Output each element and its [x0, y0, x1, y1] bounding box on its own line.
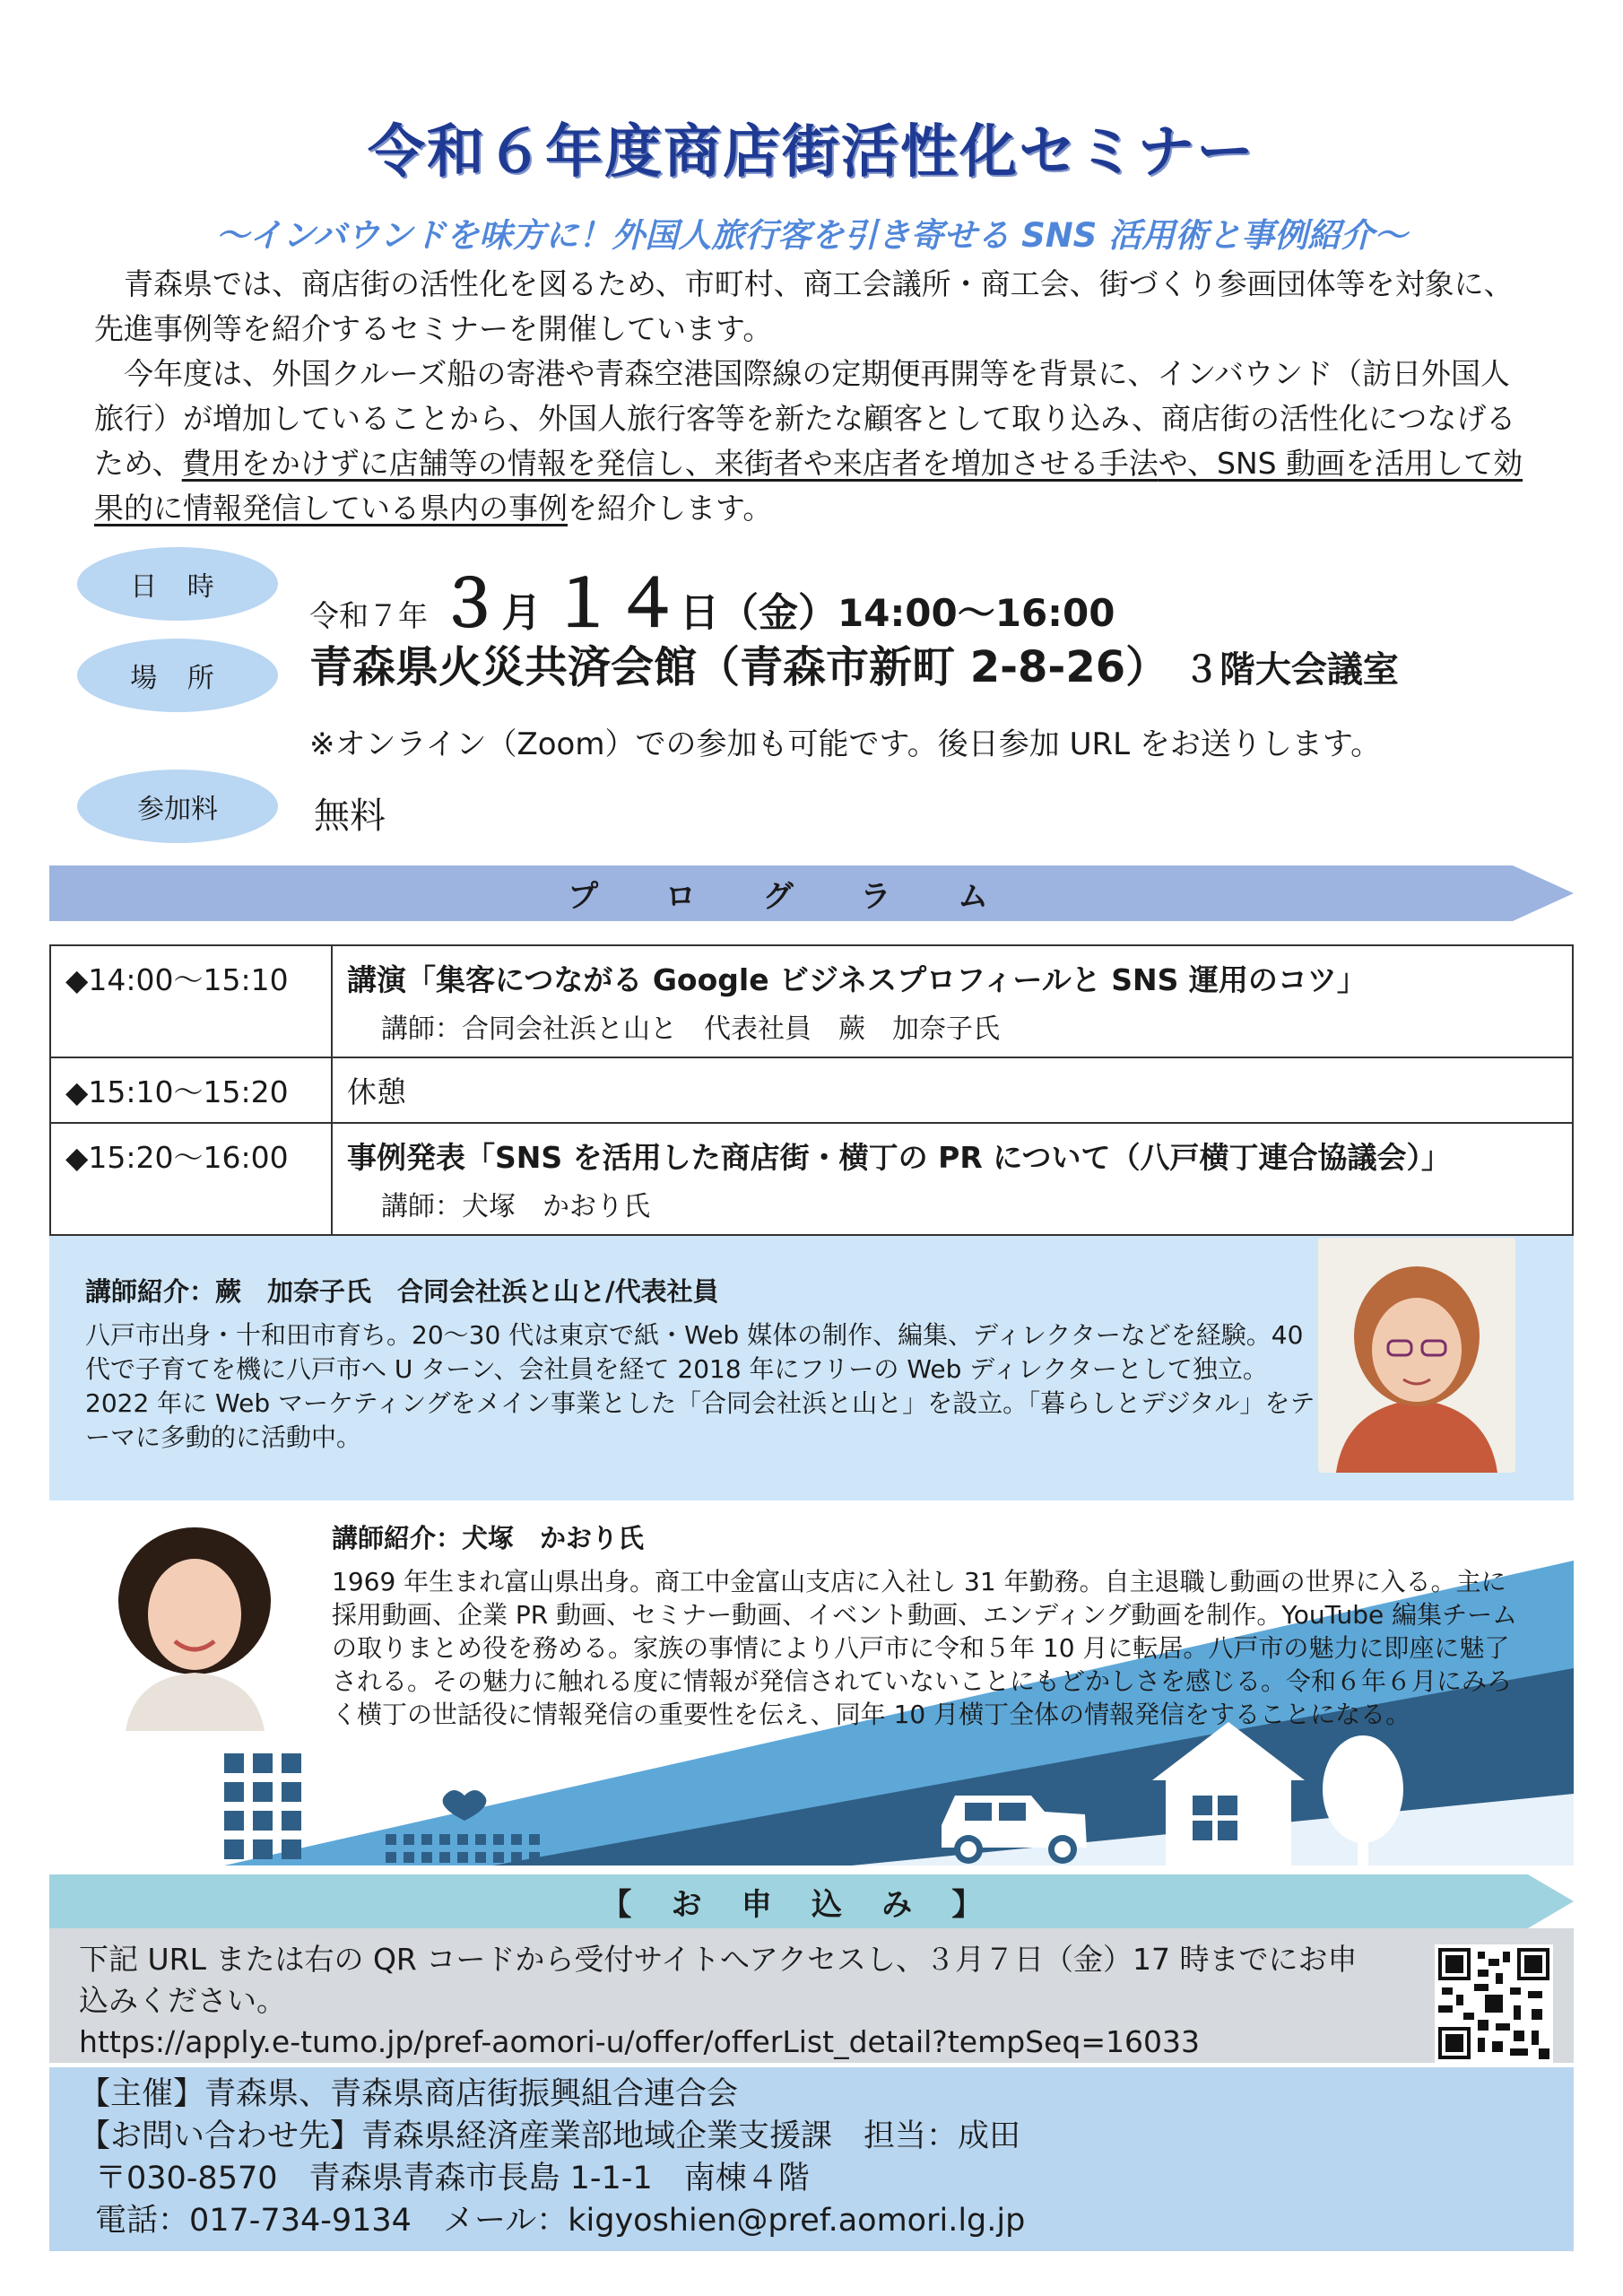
footer-text: [79, 2074, 1025, 2242]
program-heading: プログラム: [568, 878, 1055, 915]
lecturer-2-bio: 1969 年生まれ富山県出身。商工中金富山支店に入社し 31 年勤務。自主退職し動画の世界に入る。主に採用動画、企業 PR 動画、セミナー動画、イベント動画、エンディング動画を制作。YouTube 編集チームの取りまとめ役を務める。家族の事情により八戸市に令和５年 10 月に転居。八戸市の魅力に即座に魅了される。その魅力に触れる度に情報が発信されていないことにもどかしさを感じる。令和６年６月にみろく横丁の世話役に情報発信の重要性を伝え、同年 10 月横丁全体の情報発信をすることになる。: [332, 1567, 1518, 1729]
venue-label: 場 所: [77, 639, 278, 712]
apply-url[interactable]: https://apply.e-tumo.jp/pref-aomori-u/offer/offerList_detail?tempSeq=16033: [79, 2024, 1200, 2059]
lecturer-1-heading: 講師紹介：蕨 加奈子氏 合同会社浜と山と/代表社員: [85, 1276, 719, 1307]
venue-room: ３階大会議室: [1183, 649, 1399, 691]
online-note: ※オンライン（Zoom）での参加も可能です。後日参加 URL をお送りします。: [309, 726, 1382, 762]
apply-heading: 【お申込み】: [601, 1886, 1022, 1923]
program-heading-bar: [49, 865, 1574, 921]
qr-code-icon[interactable]: [1435, 1944, 1553, 2063]
footer-phone-mail[interactable]: 電話：017-734-9134 メール：kigyoshien@pref.aomori.lg.jp: [95, 2203, 1026, 2239]
footer-address: 〒030-8570 青森県青森市長島 1-1-1 南棟４階: [95, 2161, 810, 2196]
program-detail: [332, 1057, 1573, 1123]
date-day-unit: 日: [680, 590, 720, 636]
date-weekday: （金）: [719, 590, 838, 636]
table-row: [50, 945, 1573, 1057]
intro-paragraph-1: 青森県では、商店街の活性化を図るため、市町村、商工会議所・商工会、街づくり参画団体等を対象に、先進事例等を紹介するセミナーを開催しています。: [94, 266, 1514, 346]
program-time: ◆15:10～15:20: [50, 1057, 332, 1123]
date-time: 14:00～16:00: [838, 591, 1115, 635]
program-detail: [332, 945, 1573, 1057]
table-row: [50, 1057, 1573, 1123]
apply-instructions: 下記 URL または右の QR コードから受付サイトへアクセスし、３月７日（金）17 時までにお申込みください。: [79, 1942, 1358, 2018]
program-title: 講演「集客につながる Google ビジネスプロフィールと SNS 運用のコツ」: [347, 962, 1367, 997]
page-subtitle: ～インバウンドを味方に！外国人旅行客を引き寄せる SNS 活用術と事例紹介～: [215, 216, 1408, 255]
page-title: 令和６年度商店街活性化セミナー: [368, 119, 1255, 186]
intro-paragraph-2: [94, 352, 1538, 531]
intro-p2-underlined-1: 費用をかけずに店舗等の情報を発信し、来街者や来店者を増加させる手法: [181, 446, 1159, 481]
apply-heading-bar: [49, 1874, 1574, 1928]
date-prefix: 令和７年: [309, 598, 428, 633]
program-time: ◆15:20～16:00: [50, 1123, 332, 1235]
date-label: 日 時: [77, 547, 278, 621]
program-time: ◆14:00～15:10: [50, 945, 332, 1057]
date-month-unit: 月: [501, 590, 542, 636]
lecturer-1-photo: [1318, 1238, 1515, 1473]
fee-value: 無料: [314, 796, 386, 837]
venue-main: 青森県火災共済会館（青森市新町 2-8-26）: [309, 642, 1169, 692]
lecturer-1-bio: 八戸市出身・十和田市育ち。20～30 代は東京で紙・Web 媒体の制作、編集、ディレクターなどを経験。40 代で子育てを機に八戸市へ U ターン、会社員を経て 2018 年にフリーの Web ディレクターとして独立。2022 年に Web マーケティングをメイン事業とした「合同会社浜と山と」を設立。「暮らしとデジタル」をテーマに多動的に活動中。: [85, 1320, 1315, 1452]
lecturer-2-heading: 講師紹介：犬塚 かおり氏: [332, 1523, 645, 1553]
date-day: １４: [551, 566, 681, 641]
date-month: ３: [437, 566, 502, 641]
event-venue: [309, 632, 1399, 694]
intro-p2-underlined-2: や、SNS 動画を活用して効果的に情報発信している県内の事例: [94, 446, 1523, 526]
program-title: 休憩: [347, 1074, 406, 1109]
program-speaker: 講師：合同会社浜と山と 代表社員 蕨 加奈子氏: [381, 1013, 1000, 1045]
table-row: [50, 1123, 1573, 1235]
lecturer-2-photo: [99, 1516, 291, 1731]
footer-organizer: 【主催】青森県、青森県商店街振興組合連合会: [79, 2076, 739, 2112]
program-detail: [332, 1123, 1573, 1235]
apply-text-block: [79, 1939, 1379, 2063]
intro-p2-a: 今年度は、外国クルーズ船の寄港や青森空港国際線の定期便再開等を背景に、インバウンド（訪日外国人旅行）が増加していることから、外国人旅行客等を新たな顧客として取り込み、商店街の活性化につなげるため、: [94, 356, 1516, 481]
program-table: [49, 944, 1574, 1236]
program-title: 事例発表「SNS を活用した商店街・横丁の PR について（八戸横丁連合協議会）」: [347, 1140, 1452, 1175]
intro-p2-d: を紹介します。: [568, 491, 773, 526]
fee-label: 参加料: [77, 770, 278, 843]
program-speaker: 講師：犬塚 かおり氏: [381, 1191, 650, 1222]
event-date: [309, 552, 1115, 645]
intro-text: [94, 262, 1538, 531]
footer-contact: 【お問い合わせ先】青森県経済産業部地域企業支援課 担当：成田: [79, 2118, 1021, 2154]
